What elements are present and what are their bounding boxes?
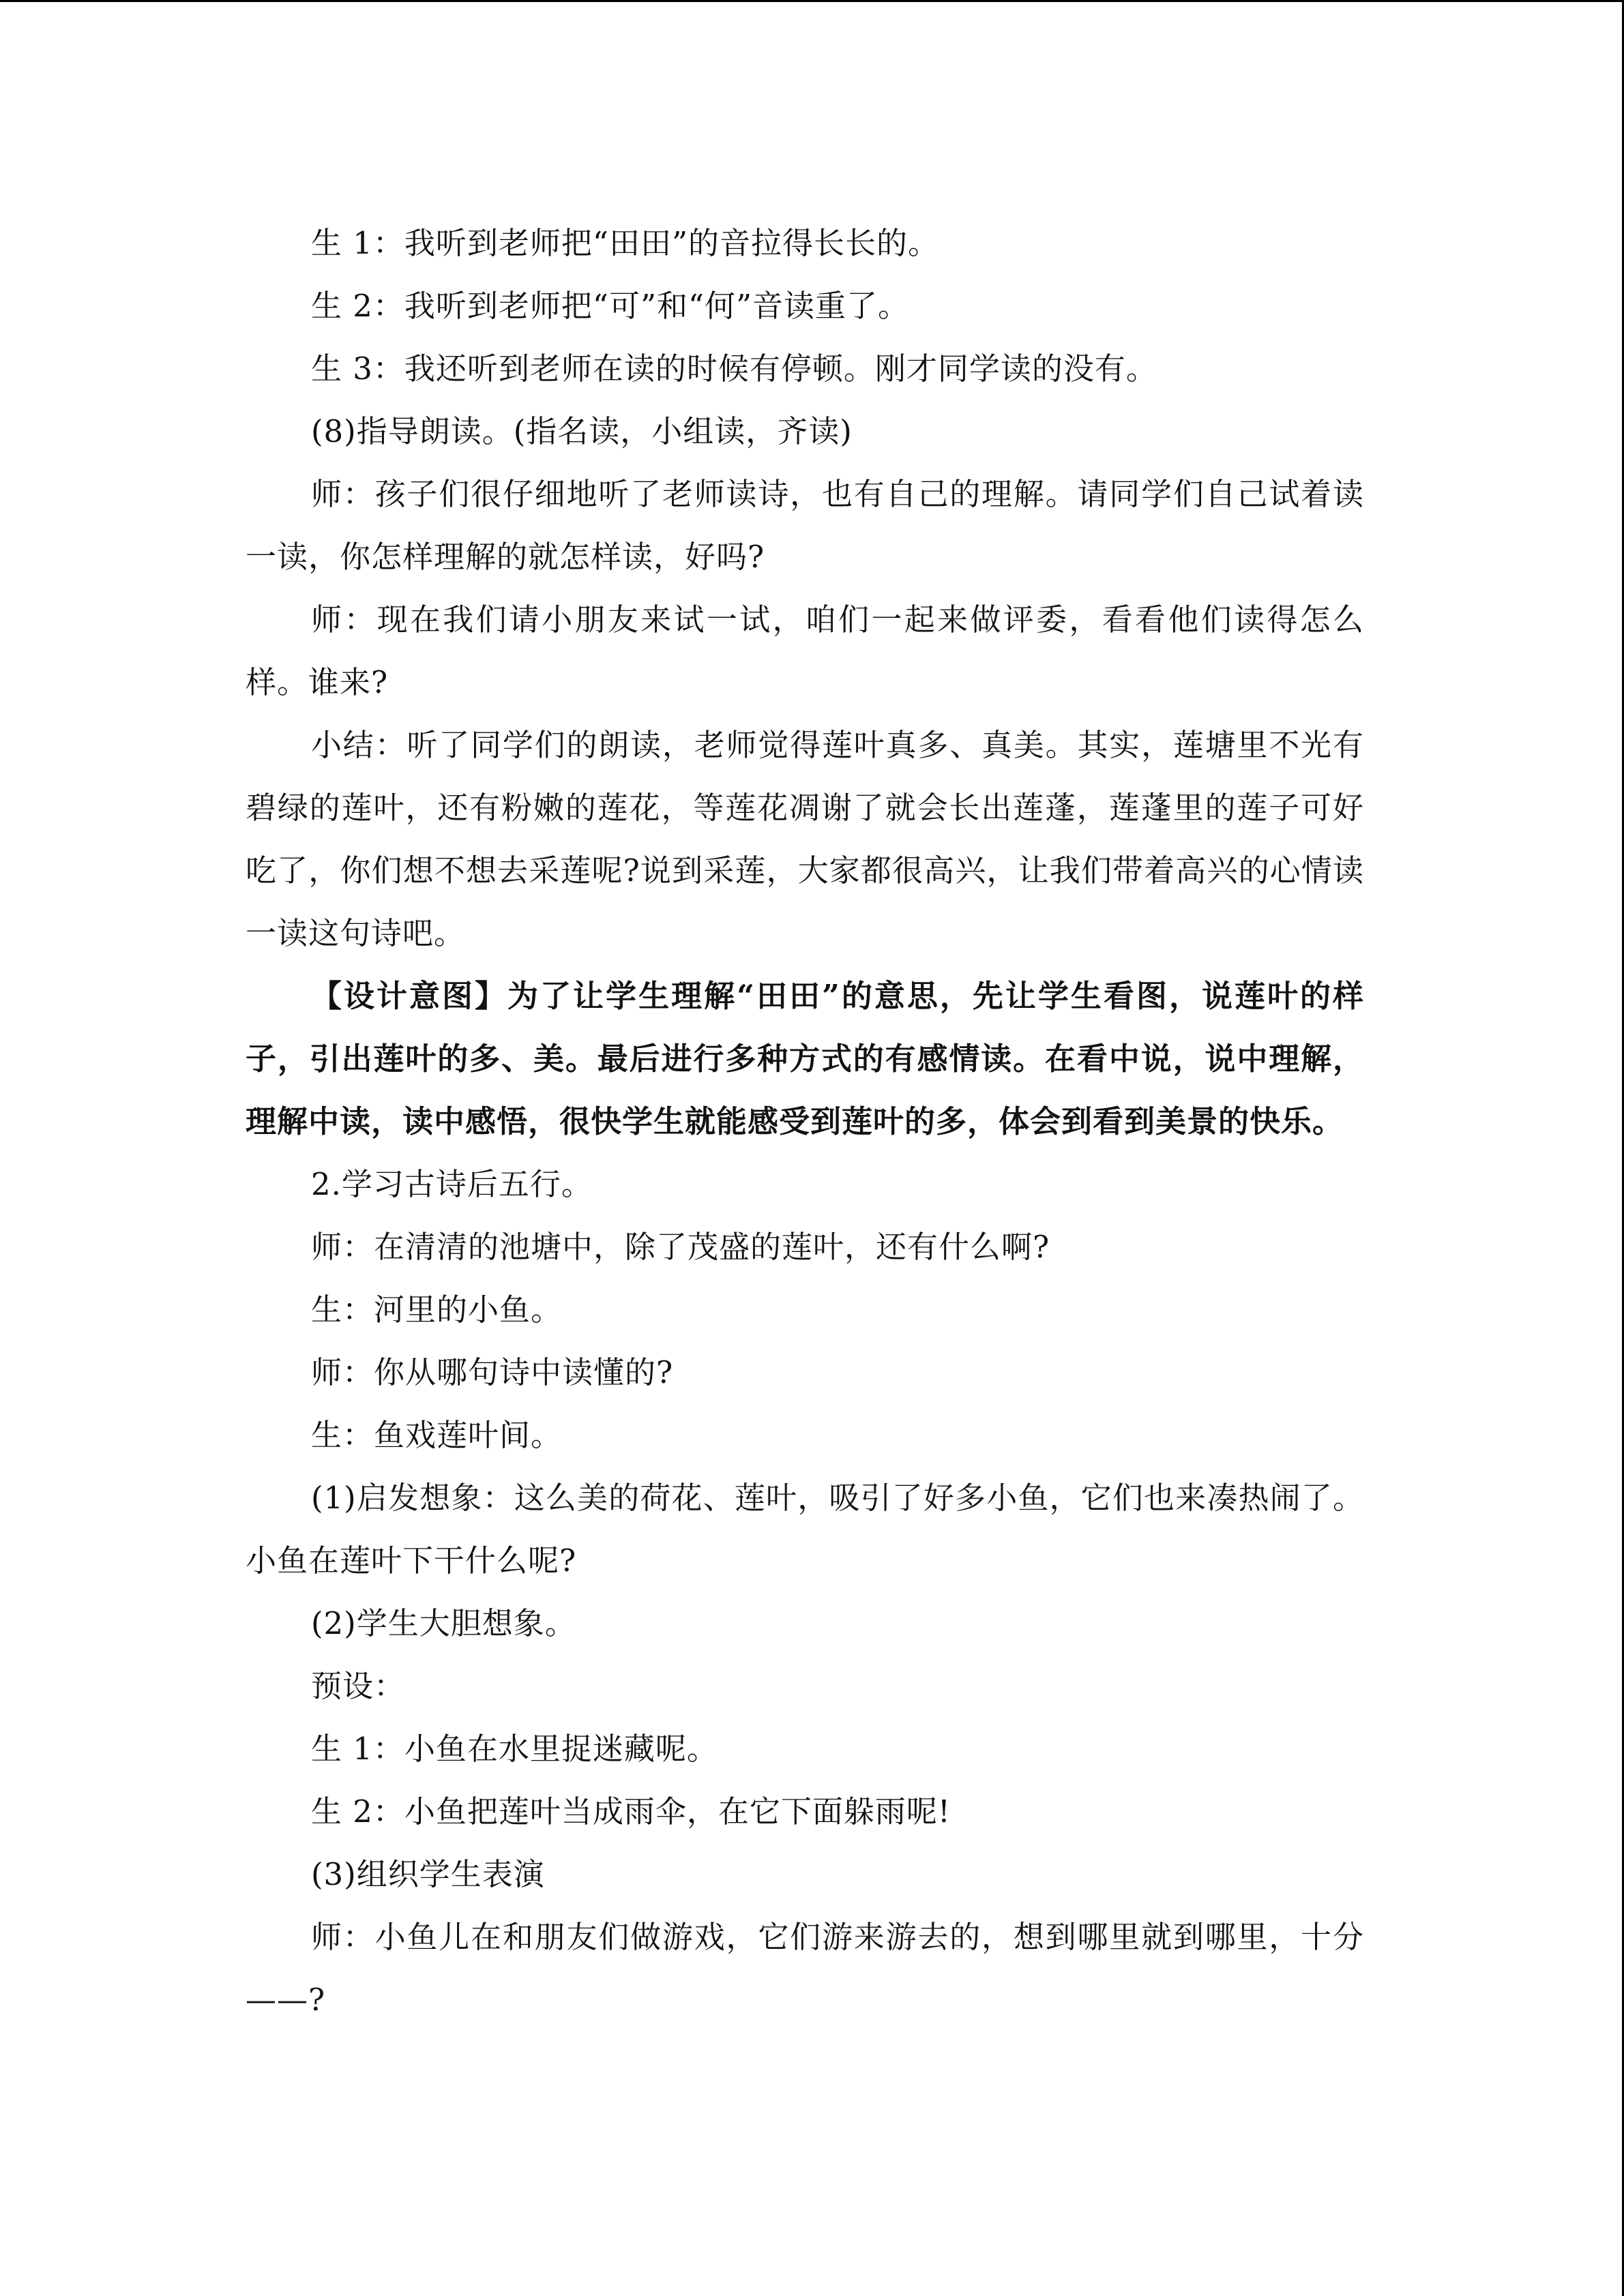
paragraph: (1)启发想象：这么美的荷花、莲叶，吸引了好多小鱼，它们也来凑热闹了。小鱼在莲叶下干什么呢?	[246, 1480, 1364, 1579]
paragraph: 师：你从哪句诗中读懂的?	[311, 1354, 674, 1390]
paragraph: 生 3：我还听到老师在读的时候有停顿。刚才同学读的没有。	[311, 351, 1157, 387]
paragraph: (2)学生大胆想象。	[311, 1605, 576, 1641]
paragraph: 师：孩子们很仔细地听了老师读诗，也有自己的理解。请同学们自己试着读一读，你怎样理解的就怎样读，好吗?	[246, 476, 1364, 575]
paragraph: 生：鱼戏莲叶间。	[311, 1417, 563, 1453]
paragraph: 生 2：我听到老师把“可”和“何”音读重了。	[311, 288, 909, 324]
paragraph: 生 1：小鱼在水里捉迷藏呢。	[311, 1731, 718, 1767]
paragraph: (8)指导朗读。(指名读，小组读，齐读)	[311, 413, 853, 449]
paragraph: 师：现在我们请小朋友来试一试，咱们一起来做评委，看看他们读得怎么样。谁来?	[246, 601, 1364, 700]
paragraph-section-heading: 2.学习古诗后五行。	[311, 1166, 593, 1202]
document-body	[246, 212, 1364, 2031]
paragraph: 生 1：我听到老师把“田田”的音拉得长长的。	[311, 225, 939, 261]
paragraph: 师：在清清的池塘中，除了茂盛的莲叶，还有什么啊?	[311, 1229, 1050, 1265]
paragraph: 预设：	[311, 1668, 406, 1704]
paragraph: (3)组织学生表演	[311, 1856, 545, 1892]
paragraph: 生：河里的小鱼。	[311, 1292, 563, 1328]
paragraph-summary: 小结：听了同学们的朗读，老师觉得莲叶真多、真美。其实，莲塘里不光有碧绿的莲叶，还有粉嫩的莲花，等莲花凋谢了就会长出莲蓬，莲蓬里的莲子可好吃了，你们想不想去采莲呢?说到采莲，大家都很高兴，让我们带着高兴的心情读一读这句诗吧。	[246, 727, 1364, 951]
paragraph: 生 2：小鱼把莲叶当成雨伞，在它下面躲雨呢!	[311, 1793, 951, 1830]
paragraph-design-intent: 【设计意图】为了让学生理解“田田”的意思，先让学生看图，说莲叶的样子，引出莲叶的多、美。最后进行多种方式的有感情读。在看中说，说中理解，理解中读，读中感悟，很快学生就能感受到莲叶的多，体会到看到美景的快乐。	[246, 978, 1364, 1139]
paragraph: 师：小鱼儿在和朋友们做游戏，它们游来游去的，想到哪里就到哪里，十分——?	[246, 1919, 1364, 2018]
